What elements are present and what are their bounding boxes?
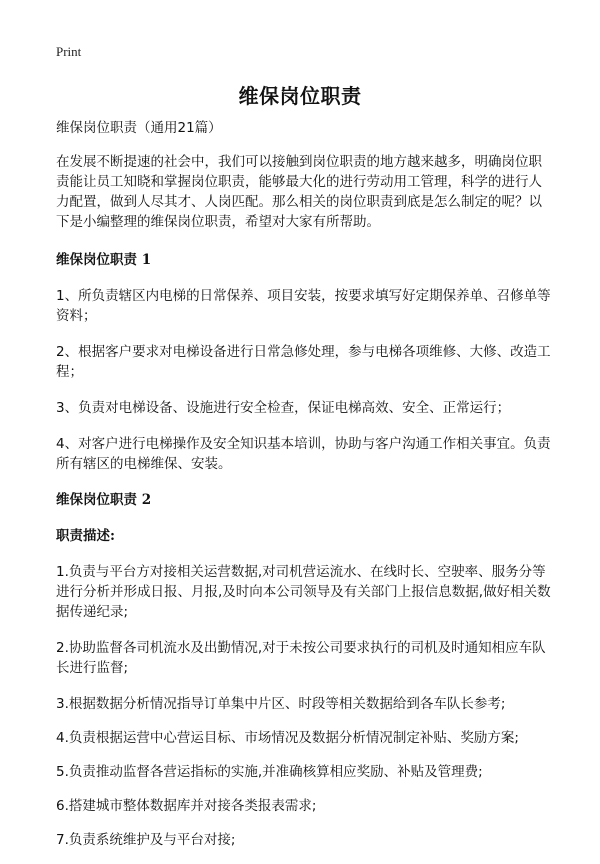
document-subtitle: 维保岗位职责（通用21篇）: [56, 120, 222, 136]
section-2-item-7: 7.负责系统维护及与平台对接;: [56, 832, 236, 848]
section-2-heading: 维保岗位职责 2: [56, 492, 152, 508]
section-2-subheading: 职责描述:: [56, 528, 115, 544]
section-2-item-4: 4.负责根据运营中心营运目标、市场情况及数据分析情况制定补贴、奖励方案;: [56, 730, 519, 746]
document-title: 维保岗位职责: [238, 84, 362, 108]
section-2-item-2: 2.协助监督各司机流水及出勤情况,对于未按公司要求执行的司机及时通知相应车队长进行监督;: [56, 640, 546, 676]
intro-paragraph: 在发展不断提速的社会中，我们可以接触到岗位职责的地方越来越多，明确岗位职责能让员工知晓和掌握岗位职责，能够最大化的进行劳动用工管理，科学的进行人力配置，做到人尽其才、人岗匹配。那么相关的岗位职责到底是怎么制定的呢？以下是小编整理的维保岗位职责，希望对大家有所帮助。: [56, 154, 542, 230]
section-1-heading: 维保岗位职责 1: [56, 252, 152, 268]
document-body: [56, 118, 552, 864]
print-label[interactable]: Print: [56, 44, 82, 59]
section-1-item-3: 3、负责对电梯设备、设施进行安全检查，保证电梯高效、安全、正常运行；: [56, 400, 511, 416]
section-2-item-1: 1.负责与平台方对接相关运营数据,对司机营运流水、在线时长、空驶率、服务分等进行分析并形成日报、月报,及时向本公司领导及有关部门上报信息数据,做好相关数据传递纪录;: [56, 564, 551, 620]
section-1-item-4: 4、对客户进行电梯操作及安全知识基本培训，协助与客户沟通工作相关事宜。负责所有辖区的电梯维保、安装。: [56, 436, 551, 472]
section-2-item-5: 5.负责推动监督各营运指标的实施,并准确核算相应奖励、补贴及管理费;: [56, 764, 483, 780]
section-1-item-1: 1、所负责辖区内电梯的日常保养、项目安装，按要求填写好定期保养单、召修单等资料；: [56, 288, 551, 324]
section-2-item-6: 6.搭建城市整体数据库并对接各类报表需求;: [56, 798, 317, 814]
section-2-item-3: 3.根据数据分析情况指导订单集中片区、时段等相关数据给到各车队长参考;: [56, 696, 506, 712]
section-1-item-2: 2、根据客户要求对电梯设备进行日常急修处理，参与电梯各项维修、大修、改造工程；: [56, 344, 551, 380]
